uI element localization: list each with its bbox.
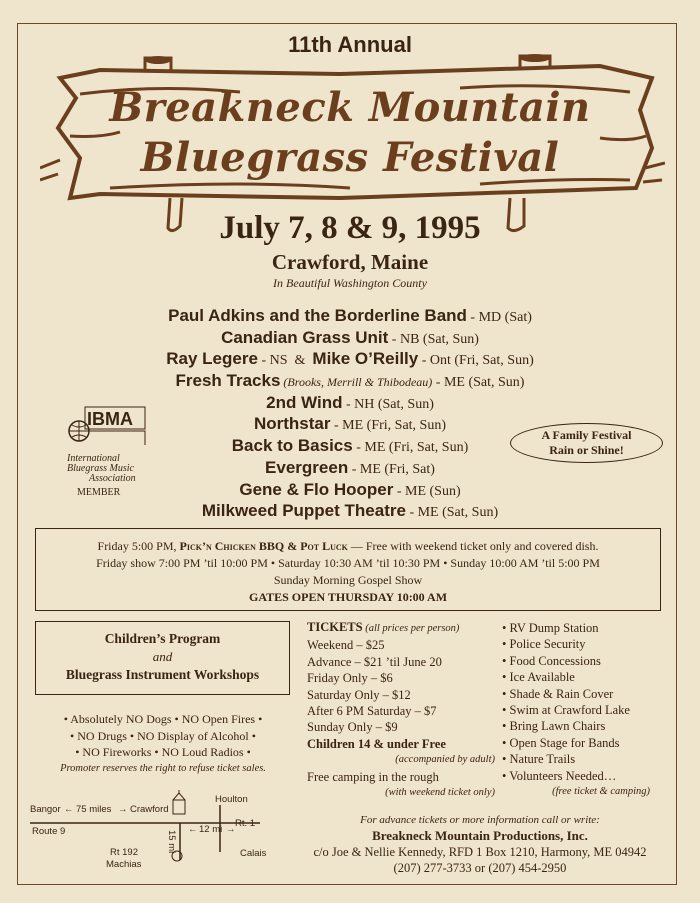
- lineup-item: 2nd Wind - NH (Sat, Sun): [266, 392, 434, 412]
- svg-text:→: →: [118, 804, 128, 815]
- ticket-price-item: Sunday Only – $9: [307, 720, 398, 735]
- performer-detail: ME (Fri, Sat): [359, 461, 435, 477]
- svg-text:Calais: Calais: [240, 848, 267, 859]
- svg-text:Route 9: Route 9: [32, 826, 66, 837]
- lineup-item: Milkweed Puppet Theatre - ME (Sat, Sun): [201, 501, 499, 521]
- schedule-line-friday-bbq: Friday 5:00 PM, Pick’n Chicken BBQ & Pot Luck — Free with weekend ticket only and covered dish.: [97, 539, 599, 553]
- performer-name: Milkweed Puppet Theatre: [201, 501, 406, 521]
- performer-members: (Brooks, Merrill & Thibodeau): [280, 375, 433, 390]
- lineup-item: Fresh Tracks (Brooks, Merrill & Thibodeau) - ME (Sat, Sun): [175, 371, 525, 391]
- amenity-item: • Open Stage for Bands: [502, 735, 620, 750]
- schedule-line-times: Friday show 7:00 PM ’til 10:00 PM • Saturday 10:30 AM ’til 10:30 PM • Sunday 10:00 AM ’til 5:00 PM: [96, 556, 600, 570]
- performer-detail: ME (Sun): [405, 483, 461, 499]
- schedule-line-gospel: Sunday Morning Gospel Show: [273, 573, 423, 587]
- schedule-box: [35, 528, 661, 611]
- lineup-item: Canadian Grass Unit - NB (Sat, Sun): [221, 327, 479, 347]
- ibma-member-badge: [67, 405, 177, 498]
- performer-name: Evergreen: [265, 457, 349, 477]
- amenity-item: • Police Security: [502, 637, 586, 652]
- svg-text:Houlton: Houlton: [215, 794, 248, 805]
- festival-title-line2: Bluegrass Festival: [140, 134, 560, 181]
- svg-text:Crawford: Crawford: [130, 804, 169, 815]
- gates-open-notice: GATES OPEN THURSDAY 10:00 AM: [248, 590, 448, 604]
- performer-name: Paul Adkins and the Borderline Band: [168, 306, 467, 325]
- performer-detail: ME (Fri, Sat, Sun): [364, 440, 469, 456]
- ibma-member-label: MEMBER: [77, 487, 121, 498]
- promoter-notice: Promoter reserves the right to refuse ticket sales.: [60, 762, 266, 774]
- svg-text:IBMA: IBMA: [87, 409, 133, 429]
- performer-detail: NS &: [269, 353, 313, 369]
- svg-text:Bangor: Bangor: [30, 804, 61, 815]
- performer-name: Mike O’Reilly: [312, 349, 419, 369]
- directions-map: [30, 790, 280, 870]
- ticket-price-item: Advance – $21 ’til June 20: [307, 654, 442, 669]
- amenities-list: • RV Dump Station • Police Security • Food Concessions • Ice Available • Shade & Rain Cover • Swim at Crawford Lake • Bring Lawn Chairs • Open Stage for Bands • Nature Trails • Volunteers Needed… (free ticket & camping): [502, 620, 662, 800]
- company-name: Breakneck Mountain Productions, Inc.: [372, 828, 588, 843]
- amenity-item: • RV Dump Station: [502, 621, 599, 635]
- ticket-price-item: After 6 PM Saturday – $7: [307, 704, 437, 719]
- performer-detail: ME (Sat, Sun): [443, 375, 525, 391]
- family-festival-oval: A Family Festival Rain or Shine!: [510, 423, 663, 463]
- performer-detail: NB (Sat, Sun): [399, 331, 479, 347]
- lineup-item: Northstar - ME (Fri, Sat, Sun): [253, 414, 447, 434]
- performer-name: Ray Legere: [166, 349, 258, 369]
- amenity-item: • Nature Trails: [502, 752, 576, 767]
- children-free-line: Children 14 & under Free: [307, 736, 446, 751]
- ibma-logo-icon: [67, 405, 147, 445]
- event-place: Crawford, Maine: [271, 250, 429, 274]
- amenity-item: • Bring Lawn Chairs: [502, 719, 606, 734]
- svg-text:Rt 192: Rt 192: [110, 847, 138, 858]
- ticket-price-item: Friday Only – $6: [307, 671, 393, 686]
- amenity-item: • Shade & Rain Cover: [502, 686, 614, 701]
- childrens-program-box: Children’s Program and Bluegrass Instrument Workshops: [35, 621, 290, 695]
- free-camping-line: Free camping in the rough: [307, 769, 439, 784]
- performer-name: 2nd Wind: [266, 392, 343, 412]
- event-dates: July 7, 8 & 9, 1995: [219, 210, 481, 246]
- lineup-item: Paul Adkins and the Borderline Band - MD (Sat): [168, 306, 532, 325]
- annual-label: 11th Annual: [288, 32, 412, 57]
- phone-numbers: (207) 277-3733 or (207) 454-2950: [393, 861, 567, 875]
- svg-text:Machias: Machias: [106, 859, 142, 870]
- festival-title-line1: Breakneck Mountain: [109, 84, 591, 131]
- performer-name: Gene & Flo Hooper: [239, 479, 394, 499]
- performer-name: Northstar: [253, 414, 331, 434]
- ibma-association-name: International Bluegrass Music Association: [67, 453, 136, 484]
- performer-detail: MD (Sat): [478, 310, 532, 325]
- performer-name: Fresh Tracks: [175, 371, 281, 391]
- ticket-price-item: Weekend – $25: [307, 638, 385, 653]
- tickets-heading: TICKETS: [307, 620, 363, 634]
- svg-text:15 mi: 15 mi: [166, 830, 177, 854]
- lineup-item: Gene & Flo Hooper - ME (Sun): [239, 479, 461, 499]
- svg-text:←: ←: [64, 804, 74, 815]
- festival-rules: • Absolutely NO Dogs • NO Open Fires • • NO Drugs • NO Display of Alcohol • • NO Fireworks • NO Loud Radios • Promoter reserves the right to refuse ticket sales.: [20, 711, 306, 777]
- lineup-item: Evergreen - ME (Fri, Sat): [265, 457, 435, 477]
- amenity-item: • Volunteers Needed…: [502, 768, 617, 783]
- svg-text:75 miles: 75 miles: [76, 804, 112, 815]
- performer-detail: ME (Fri, Sat, Sun): [342, 418, 447, 434]
- performer-name: Canadian Grass Unit: [221, 327, 389, 347]
- svg-text:Rt. 1: Rt. 1: [235, 818, 256, 829]
- performer-detail: - Ont (Fri, Sat, Sun): [418, 353, 534, 369]
- performer-detail: ME (Sat, Sun): [417, 505, 499, 521]
- amenity-item: • Swim at Crawford Lake: [502, 703, 630, 718]
- performer-detail: NH (Sat, Sun): [354, 396, 434, 412]
- ticket-prices: TICKETS (all prices per person) Weekend – $25 Advance – $21 ’til June 20 Friday Only – $6 Saturday Only – $12 After 6 PM Saturday – $7 Sunday Only – $9 Children 14 & under Free (accompanied by adult) Free camping in the rough (with weekend ticket only): [307, 619, 507, 801]
- performer-name: Back to Basics: [231, 436, 353, 456]
- event-county: In Beautiful Washington County: [273, 276, 427, 290]
- ticket-price-item: Saturday Only – $12: [307, 687, 411, 702]
- lineup-item: Ray Legere - NS & Mike O’Reilly - Ont (Fri, Sat, Sun): [166, 349, 534, 369]
- svg-text:12 mi: 12 mi: [199, 824, 223, 835]
- svg-text:→: →: [226, 824, 236, 835]
- contact-info: For advance tickets or more information call or write: Breakneck Mountain Productions, Inc. c/o Joe & Nellie Kennedy, RFD 1 Box 1210, Harmony, ME 04942 (207) 277-3733 or (207) 454-2950: [290, 812, 670, 876]
- svg-text:←: ←: [188, 824, 198, 835]
- mailing-address: c/o Joe & Nellie Kennedy, RFD 1 Box 1210, Harmony, ME 04942: [313, 845, 647, 859]
- church-icon: [173, 790, 185, 814]
- amenity-item: • Food Concessions: [502, 653, 601, 668]
- lineup-item: Back to Basics - ME (Fri, Sat, Sun): [231, 436, 469, 456]
- amenity-item: • Ice Available: [502, 670, 575, 685]
